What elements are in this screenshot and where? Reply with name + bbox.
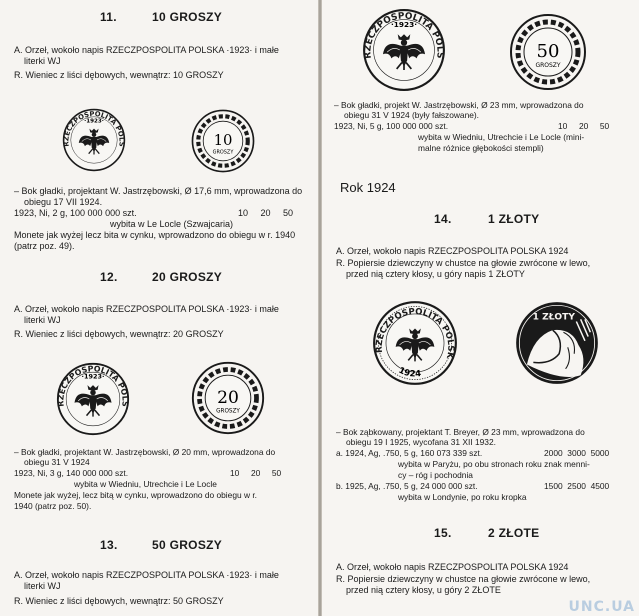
sec14-variant-b: b. 1925, Ag, .750, 5 g, 24 000 000 szt. xyxy=(336,481,478,491)
sec14-variant-a: a. 1924, Ag, .750, 5 g, 160 073 339 szt. xyxy=(336,448,483,458)
sec14-variant-b-prices: 1500 2500 4500 xyxy=(544,481,610,491)
sec12-desc-line-6: 1940 (patrz poz. 50). xyxy=(14,501,92,511)
coin-1-zloty-word: 1 ZŁOTY xyxy=(532,312,575,323)
coin-10-value: 10 xyxy=(213,131,233,150)
coin-10-word: GROSZY xyxy=(212,149,234,156)
sec14-variant-b-line-2: wybita w Londynie, po roku kropka xyxy=(398,492,527,502)
watermark: UNC.UA xyxy=(568,599,635,615)
sec11-prices: 10 20 50 xyxy=(238,208,294,218)
coin-20-word: GROSZY xyxy=(216,408,240,415)
svg-text:RZECZPOSPOLITA POLSKA: RZECZPOSPOLITA POLS xyxy=(56,364,130,408)
coin-10-groszy-obverse-image xyxy=(62,108,126,172)
sec13-desc-line-3: 1923, Ni, 5 g, 100 000 000 szt. xyxy=(334,121,449,131)
section-11-number: 11. xyxy=(100,10,117,24)
sec14-desc-line-2: obiegu 19 I 1925, wycofana 31 XII 1932. xyxy=(346,437,496,447)
section-15-number: 15. xyxy=(434,526,452,540)
sec12-obverse-line-2: literki WJ xyxy=(24,315,61,325)
sec12-desc-line-3: 1923, Ni, 3 g, 140 000 000 szt. xyxy=(14,468,129,478)
section-14-number: 14. xyxy=(434,212,452,226)
coin-1-zloty-obverse-image xyxy=(372,300,458,386)
sec14-reverse-line-1: R. Popiersie dziewczyny w chustce na głowie zwrócone w lewo, xyxy=(336,258,591,268)
sec11-obverse-line-2: literki WJ xyxy=(24,56,61,66)
section-12-number: 12. xyxy=(100,270,118,284)
sec15-obverse-line: A. Orzeł, wokoło napis RZECZPOSPOLITA POLSKA 1924 xyxy=(336,562,569,572)
coin-20-groszy-obverse-image xyxy=(56,362,130,436)
sec13-obverse-line-2: literki WJ xyxy=(24,581,61,591)
sec13-desc-line-4: wybita w Wiedniu, Utrechcie i Le Locle (mini- xyxy=(418,132,585,142)
sec12-prices: 10 20 50 xyxy=(230,468,282,478)
svg-text:RZECZPOSPOLITA POLSKA: RZECZPOSPOLITA POLS xyxy=(363,11,445,60)
sec15-reverse-line-2: przed nią cztery kłosy, u góry 2 ZŁOTE xyxy=(346,585,501,595)
sec13-desc-line-5: malne różnice głębokości stempli) xyxy=(418,143,544,153)
coin-50-word: GROSZY xyxy=(535,62,561,69)
sec11-reverse-line: R. Wieniec z liści dębowych, wewnątrz: 10 GROSZY xyxy=(14,70,224,80)
svg-text:RZECZPOSPOLITA POLSKA: RZECZPOSPOLITA POLS xyxy=(62,109,126,148)
sec12-desc-line-2: obiegu 31 V 1924 xyxy=(24,457,90,467)
sec12-obverse-line-1: A. Orzeł, wokoło napis RZECZPOSPOLITA POLSKA ·1923· i małe xyxy=(14,304,279,314)
sec13-reverse-line: R. Wieniec z liści dębowych, wewnątrz: 50 GROSZY xyxy=(14,596,224,606)
sec11-obverse-line-1: A. Orzeł, wokoło napis RZECZPOSPOLITA POLSKA ·1923· i małe xyxy=(14,45,279,55)
svg-text:1924: 1924 xyxy=(396,365,422,380)
sec12-reverse-line: R. Wieniec z liści dębowych, wewnątrz: 20 GROSZY xyxy=(14,329,224,339)
svg-text:·1923·: ·1923· xyxy=(391,19,417,29)
sec11-desc-line-5: Monete jak wyżej lecz bita w cynku, wprowadzono do obiegu w r. 1940 xyxy=(14,230,296,240)
sec13-desc-line-2: obiegu 31 V 1924 (były fałszowane). xyxy=(344,110,480,120)
sec12-desc-line-1: – Bok gładki, projektant W. Jastrzębowski, Ø 20 mm, wprowadzona do xyxy=(14,447,276,457)
sec11-desc-line-2: obiegu 17 VII 1924. xyxy=(24,197,103,207)
sec14-variant-a-line-2: wybita w Paryżu, po obu stronach roku znak menni- xyxy=(398,459,590,469)
coin-20-value: 20 xyxy=(217,387,239,408)
section-14-title: 1 ZŁOTY xyxy=(488,212,540,226)
svg-text:·1923·: ·1923· xyxy=(84,118,104,125)
section-15-title: 2 ZŁOTE xyxy=(488,526,540,540)
sec15-reverse-line-1: R. Popiersie dziewczyny w chustce na głowie zwrócone w lewo, xyxy=(336,574,591,584)
coin-50-groszy-reverse-image xyxy=(508,12,588,92)
sec11-desc-line-3: 1923, Ni, 2 g, 100 000 000 szt. xyxy=(14,208,137,218)
coin-1-zloty-reverse-image xyxy=(514,300,600,386)
section-11-title: 10 GROSZY xyxy=(152,10,223,24)
sec11-desc-line-1: – Bok gładki, projektant W. Jastrzębowski, Ø 17,6 mm, wprowadzona do xyxy=(14,186,303,196)
sec13-desc-line-1: – Bok gładki, projekt W. Jastrzębowski, Ø 23 mm, wprowadzona do xyxy=(334,100,584,110)
sec11-desc-line-6: (patrz poz. 49). xyxy=(14,241,75,251)
year-heading: Rok 1924 xyxy=(340,180,396,195)
sec12-desc-line-4: wybita w Wiedniu, Utrechcie i Le Locle xyxy=(74,479,217,489)
coin-50-value: 50 xyxy=(536,41,560,62)
sec13-prices: 10 20 50 xyxy=(558,121,610,131)
coin-10-groszy-reverse-image xyxy=(190,108,256,174)
coin-50-groszy-obverse-image xyxy=(362,8,446,92)
sec14-obverse-line: A. Orzeł, wokoło napis RZECZPOSPOLITA POLSKA 1924 xyxy=(336,246,569,256)
sec14-reverse-line-2: przed nią cztery kłosy, u góry napis 1 ZŁOTY xyxy=(346,269,525,279)
svg-text:RZECZPOSPOLITA POLSKA: RZECZPOSPOLITA POLSK xyxy=(374,307,456,360)
left-page xyxy=(0,0,318,616)
svg-text:·1923·: ·1923· xyxy=(81,372,105,381)
sec14-desc-line-1: – Bok ząbkowany, projektant T. Breyer, Ø 23 mm, wprowadzona do xyxy=(336,427,585,437)
section-13-title: 50 GROSZY xyxy=(152,538,223,552)
coin-20-groszy-reverse-image xyxy=(190,360,266,436)
right-page xyxy=(322,0,639,616)
section-12-title: 20 GROSZY xyxy=(152,270,223,284)
sec14-variant-a-line-3: cy – róg i pochodnia xyxy=(398,470,473,480)
sec12-desc-line-5: Monete jak wyżej, lecz bitą w cynku, wprowadzono do obiegu w r. xyxy=(14,490,257,500)
sec13-obverse-line-1: A. Orzeł, wokoło napis RZECZPOSPOLITA POLSKA ·1923· i małe xyxy=(14,570,279,580)
sec14-variant-a-prices: 2000 3000 5000 xyxy=(544,448,610,458)
section-13-number: 13. xyxy=(100,538,118,552)
sec11-desc-line-4: wybita w Le Locle (Szwajcaria) xyxy=(110,219,234,229)
